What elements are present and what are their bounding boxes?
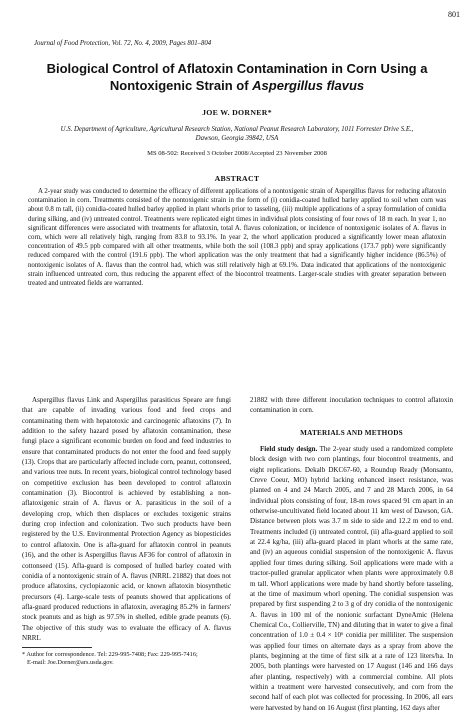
methods-paragraph	[250, 444, 453, 713]
footnote-divider	[22, 647, 92, 648]
journal-citation: Journal of Food Protection, Vol. 72, No. 4, 2009, Pages 801–804	[34, 40, 212, 47]
paper-title	[26, 60, 448, 94]
title-line-2	[26, 77, 448, 94]
page-number: 801	[448, 10, 460, 19]
author-name: JOE W. DORNER*	[202, 108, 272, 117]
manuscript-info: MS 08-502: Received 3 October 2008/Accepted 23 November 2008	[147, 150, 327, 157]
abstract-heading: ABSTRACT	[214, 174, 260, 183]
section-heading-methods: MATERIALS AND METHODS	[300, 428, 403, 437]
affiliation	[40, 125, 434, 143]
title-line-1: Biological Control of Aflatoxin Contamination in Corn Using a	[46, 61, 428, 76]
methods-text: The 2-year study used a randomized complete block design with two corn plantings, four biocontrol treatments, and eight replications. Dekalb DKC67-60, a Roundup Ready (Monsanto, Creve Coeur, MO) hybrid lacking enhanced insect resistance, was planted on 4 and 24 March 2005, and 7 and 28 March 2006, in 64 individual plots consisting of four, 18-m rows spaced 91 cm apart in an otherwise-uncultivated field located about 11 km west of Dawson, GA. Distance between plots was 3.7 m side to side and 12.2 m end to end. Treatments included (i) untreated control, (ii) afla-guard applied to soil at 22.4 kg/ha, (iii) afla-guard placed in plant whorls at the same rate, and (iv) an aqueous conidial suspension of the nontoxigenic A. flavus applied four times during silking. Soil applications were made with a tractor-pulled granular applicator when plants were approximately 0.8 m tall. Whorl applications were made by hand shortly before tasseling, at the time of maximum whorl opening. The conidial suspension was prepared by first suspending 2 to 3 g of dry conidia of the nontoxigenic A. flavus in 100 ml of the nonionic surfactant DyneAmic (Helena Chemical Co., Collierville, TN) and diluting that in water to give a final concentration of 1.0 ± 0.4 × 10⁶ conidia per milliliter. The suspension was applied four times on alternate days as a spray from above the plants, beginning at the time of first silk at a rate of 123 liters/ha. In 2005, both plantings were harvested on 17 August (146 and 166 days after planting, respectively) with a commercial combine. All plots within a treatment were harvested consecutively, and corn from the second half of each plot was collected for processing. In 2006, all ears were harvested by hand on 16 August (first planting, 162 days after	[250, 445, 453, 712]
intro-paragraph: Aspergillus flavus Link and Aspergillus parasiticus Speare are fungi that are capable of invading various food and feed crops and contaminating them with hepatotoxic and carcinogenic aflatoxins (7). In addition to the safety hazard posed by aflatoxin contamination, these fungi place a significant economic burden on food and feed industries to ensure that contaminated products do not enter the food and feed supply (13). Crops that are particularly affected include corn, peanut, cottonseed, and various tree nuts. In recent years, biological control technology based on competitive exclusion has been developed to control aflatoxin contamination (3). Biocontrol is achieved by establishing a non-aflatoxigenic strain of A. flavus or A. parasiticus in the soil of a developing crop, which then displaces or excludes toxigenic strains during crop infection and colonization. Two such products have been registered by the U.S. Environmental Protection Agency as biopesticides to control aflatoxin. One is afla-guard for aflatoxin control in peanuts (16), and the other is Aspergillus flavus AF36 for control of aflatoxin in cottonseed (15). Afla-guard is composed of hulled barley coated with conidia of a nontoxigenic strain of A. flavus (NRRL 21882) that does not produce aflatoxins, cyclopiazonic acid, or known aflatoxin biosynthetic precursors (4). Large-scale tests of peanuts showed that applications of afla-guard produced reductions in aflatoxin, averaging 85.2% in farmers' stock peanuts and as high as 97.5% in shelled, edible grade peanuts (6). The objective of this study was to evaluate the efficacy of A. flavus NRRL	[22, 396, 231, 642]
affiliation-line-2: Dawson, Georgia 39842, USA	[195, 135, 279, 142]
right-column	[250, 395, 453, 713]
left-column	[22, 395, 231, 643]
title-species: Aspergillus flavus	[252, 78, 365, 93]
abstract-text: A 2-year study was conducted to determine the efficacy of different applications of a nontoxigenic strain of Aspergillus flavus for reducing aflatoxin contamination in corn. Treatments consisted of the nontoxigenic strain in the form of (i) conidia-coated hulled barley applied to soil when corn was about 0.8 m tall, (ii) conidia-coated hulled barley applied in plant whorls prior to tasseling, (iii) multiple applications of a spray formulation of conidia during silking, and (iv) untreated control. Treatments were replicated eight times in individual plots consisting of four rows of 18 m each. In year 1, no significant differences were associated with treatments for aflatoxin, total A. flavus colonization, or incidence of nontoxigenic isolates of A. flavus in corn, which were all relatively high, ranging from 83.8 to 93.1%. In year 2, the whorl application produced a significantly lower mean aflatoxin concentration of 49.5 ppb compared with all other treatments, while both the soil (108.3 ppb) and spray applications (173.7 ppb) were significantly reduced compared with the control (191.6 ppb). The whorl application was the only treatment that had a significantly higher incidence (86.5%) of nontoxigenic isolates of A. flavus than the control had, which was still relatively high at 69.1%. Data indicated that applications of the nontoxigenic strain influenced untreated corn, thus reducing the apparent effect of the biocontrol treatments. Larger-scale studies with greater separation between treated and untreated fields are warranted.	[28, 188, 446, 288]
footnote-line-1: * Author for correspondence. Tel: 229-995-7408; Fax: 229-995-7416;	[22, 651, 198, 658]
footnote	[22, 651, 242, 668]
subheading-field-study: Field study design.	[260, 445, 318, 454]
footnote-line-2: E-mail: Joe.Dorner@ars.usda.gov.	[27, 659, 114, 667]
title-line-2-prefix: Nontoxigenic Strain of	[109, 78, 253, 93]
intro-continuation: 21882 with three different inoculation techniques to control aflatoxin contamination in corn.	[250, 396, 453, 415]
affiliation-line-1: U.S. Department of Agriculture, Agricultural Research Station, National Peanut Research Laboratory, 1011 Forrester Drive S.E.,	[60, 126, 414, 133]
